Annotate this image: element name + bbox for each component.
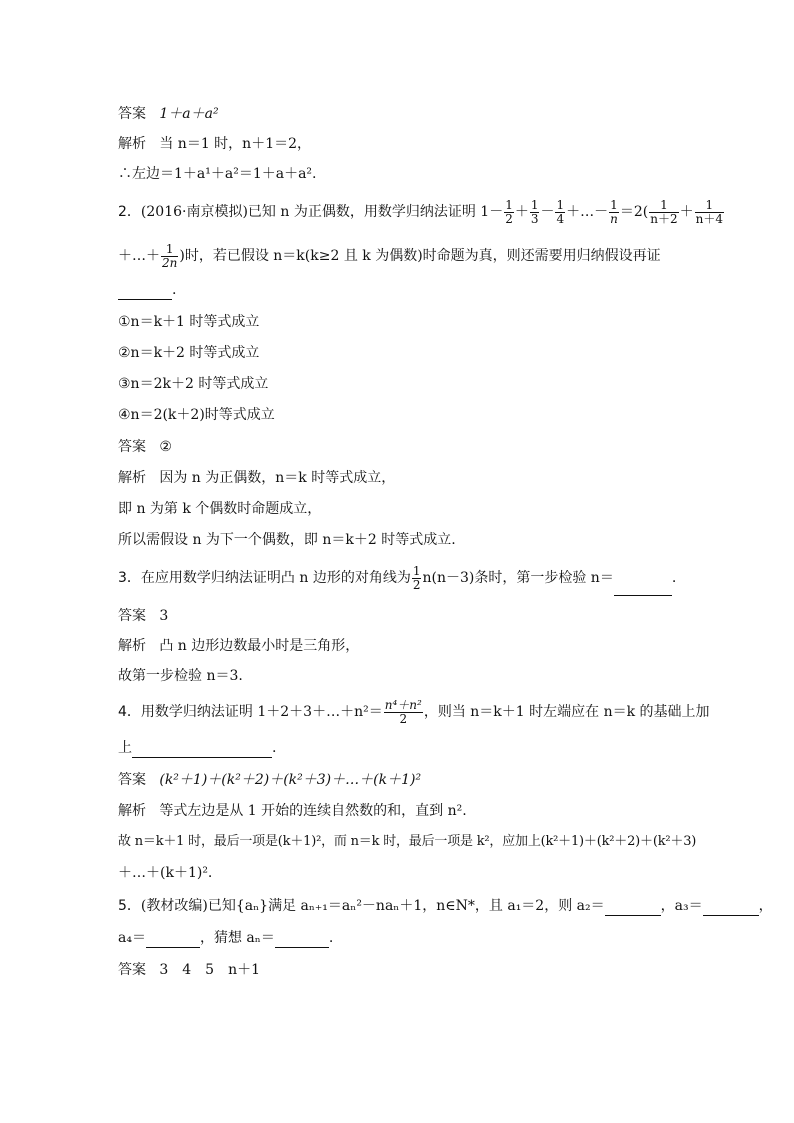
q2-answer-blank[interactable] (118, 285, 172, 300)
q3-answer: 3 (159, 608, 169, 624)
frac-1-2n: $\frac{1}{2n}$ (162, 241, 178, 270)
frac-1-4: $\frac{1}{4}$ (556, 197, 565, 226)
q3-analysis-2: 故第一步检验 n＝3. (118, 668, 243, 684)
q2-number: 2． (118, 204, 141, 220)
q4-stem-b: ，则当 n＝k＋1 时左端应在 n＝k 的基础上加 (423, 704, 710, 720)
q5-a4-blank[interactable] (146, 933, 200, 948)
q4-answer-blank[interactable] (132, 743, 272, 758)
q2-analysis-1: 因为 n 为正偶数，n＝k 时等式成立， (159, 470, 396, 486)
q2-stem-a: (2016·南京模拟)已知 n 为正偶数，用数学归纳法证明 1－ (140, 204, 504, 220)
q2-stem-b: … (132, 248, 146, 264)
q2-option-4: ④n＝2(k＋2)时等式成立 (118, 407, 275, 423)
analysis-label: 解析 (118, 136, 146, 152)
q3-answer-line: 答案 3 (118, 608, 169, 624)
q1-analysis-1: 当 n＝1 时，n＋1＝2， (159, 136, 312, 152)
q2-blank-line: . (118, 280, 674, 300)
q5-answer: 3 4 5 n＋1 (159, 962, 261, 978)
q4-analysis-1: 等式左边是从 1 开始的连续自然数的和，直到 n². (159, 803, 467, 819)
q5-an-blank[interactable] (275, 933, 329, 948)
q5-stem-line-1: 5．(教材改编)已知{aₙ}满足 aₙ₊₁＝aₙ²－naₙ＋1，n∈N*，且 a₁＝2，则 a₂＝ ，a₃＝ ， (118, 898, 773, 914)
q4-stem-line-2: 上 . (118, 740, 277, 756)
q2-option-3: ③n＝2k＋2 时等式成立 (118, 376, 269, 392)
q4-stem-c: 上 (118, 740, 132, 756)
q4-stem-a: 用数学归纳法证明 1＋2＋3＋…＋n²＝ (140, 704, 383, 720)
answer-label: 答案 (118, 106, 146, 122)
q2-stem-c: )时，若已假设 n＝k(k≥2 且 k 为偶数)时命题为真，则还需要用归纳假设再证 (179, 248, 661, 264)
q4-analysis-2: 故 n＝k＋1 时，最后一项是(k＋1)²，而 n＝k 时，最后一项是 k²，应加上(k²＋1)＋(k²＋2)＋(k²＋3) (118, 834, 697, 849)
q2-option-1: ①n＝k＋1 时等式成立 (118, 314, 260, 330)
q4-answer: (k²＋1)＋(k²＋2)＋(k²＋3)＋…＋(k＋1)² (159, 772, 422, 788)
frac-1-n4: $\frac{1}{n+4}$ (695, 197, 723, 226)
q4-number: 4． (118, 704, 141, 720)
q5-stem-line-2: a₄＝ ，猜想 aₙ＝ . (118, 930, 334, 946)
q3-number: 3． (118, 570, 141, 586)
q5-number: 5． (118, 898, 141, 914)
q2-stem-line-2: ＋…＋ $\frac{1}{2n}$ )时，若已假设 n＝k(k≥2 且 k 为偶数)时命题为真，则还需要用归纳假设再证 (118, 241, 661, 270)
q4-stem-line-1 (118, 694, 710, 730)
q2-analysis-3: 所以需假设 n 为下一个偶数，即 n＝k＋2 时等式成立. (118, 532, 456, 548)
q1-analysis-line (118, 134, 674, 154)
q5-stem-c: a₄＝ (118, 930, 146, 946)
q1-analysis-2: ∴左边＝1＋a¹＋a²＝1＋a＋a². (118, 166, 317, 182)
q1-answer: 1＋a＋a² (159, 106, 219, 122)
q1-answer-line (118, 104, 674, 124)
q5-answer-line: 答案 3 4 5 n＋1 (118, 962, 261, 978)
q5-a2-blank[interactable] (605, 901, 661, 916)
frac-n4n2-2: $\frac{\text{n⁴＋n²}}{2}$ (384, 697, 422, 726)
q4-answer-line: 答案 (k²＋1)＋(k²＋2)＋(k²＋3)＋…＋(k＋1)² (118, 772, 422, 788)
q2-stem-line-1: 2．(2016·南京模拟)已知 n 为正偶数，用数学归纳法证明 1－ $\frac{1}{2}$ ＋ $\frac{1}{3}$ － $\frac{1}{4}$ ＋…－ $\frac{1}{n}$ ＝2( $\frac{1}{n+2}$ ＋ $\frac{1}{n+4}$ (118, 197, 723, 226)
q3-analysis-1: 凸 n 边形边数最小时是三角形， (159, 638, 360, 654)
frac-1-2-q3: $\frac{1}{2}$ (412, 563, 421, 592)
q4-analysis-3: ＋…＋(k＋1)². (118, 865, 213, 881)
q5-stem-b: ，a₃＝ (660, 898, 703, 914)
frac-1-3: $\frac{1}{3}$ (530, 197, 539, 226)
q3-stem-line: 3．在应用数学归纳法证明凸 n 边形的对角线为 $\frac{1}{2}$ n(n－3)条时，第一步检验 n＝ . (118, 560, 674, 596)
frac-1-n2: $\frac{1}{n+2}$ (650, 197, 678, 226)
q3-analysis-line-1: 解析 凸 n 边形边数最小时是三角形， (118, 638, 360, 654)
q3-stem-b: n(n－3)条时，第一步检验 n＝ (422, 570, 614, 586)
q2-answer-line: 答案 ② (118, 439, 172, 455)
q3-answer-blank[interactable] (614, 581, 672, 596)
q5-a3-blank[interactable] (703, 901, 759, 916)
q1-analysis-line-2 (118, 164, 674, 184)
frac-1-2: $\frac{1}{2}$ (505, 197, 513, 226)
q2-analysis-2: 即 n 为第 k 个偶数时命题成立， (118, 501, 322, 517)
q5-stem-a: (教材改编)已知{aₙ}满足 aₙ₊₁＝aₙ²－naₙ＋1，n∈N*，且 a₁＝2，则 a₂＝ (140, 898, 605, 914)
frac-1-n: $\frac{1}{n}$ (610, 197, 618, 226)
q2-answer: ② (159, 439, 172, 455)
q2-analysis-line-1: 解析 因为 n 为正偶数，n＝k 时等式成立， (118, 470, 396, 486)
q5-stem-d: ，猜想 aₙ＝ (199, 930, 275, 946)
q3-stem-a: 在应用数学归纳法证明凸 n 边形的对角线为 (140, 570, 411, 586)
q2-option-2: ②n＝k＋2 时等式成立 (118, 345, 260, 361)
q4-analysis-line-1: 解析 等式左边是从 1 开始的连续自然数的和，直到 n². (118, 803, 467, 819)
